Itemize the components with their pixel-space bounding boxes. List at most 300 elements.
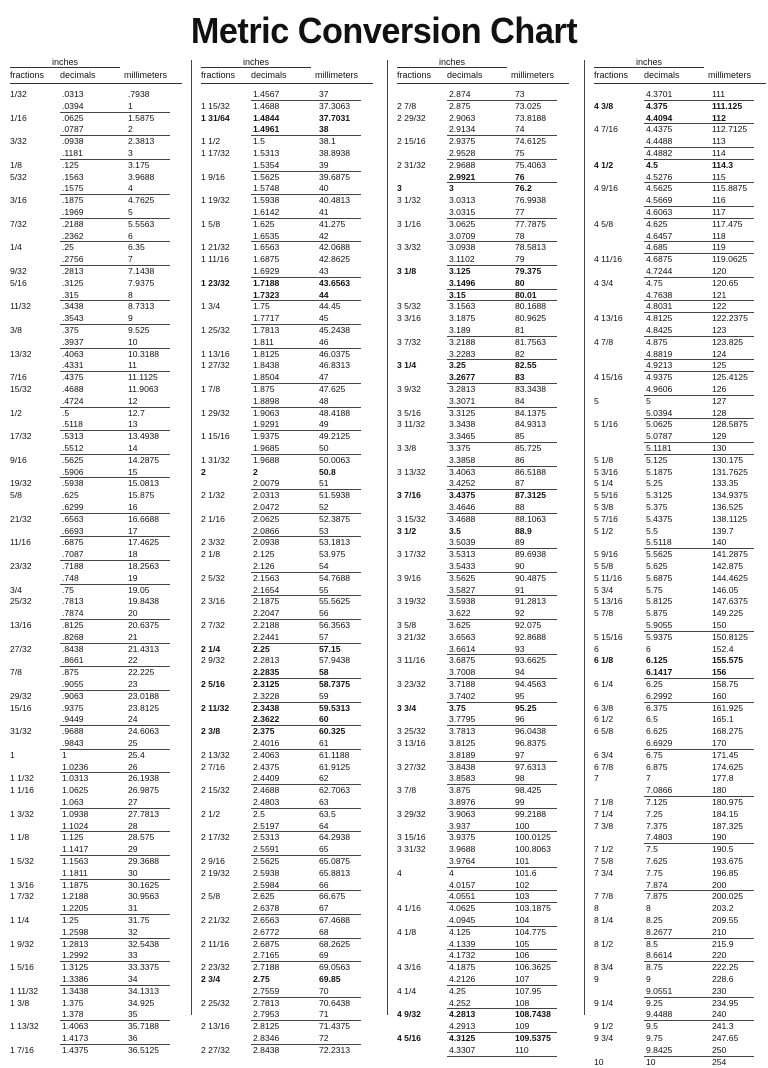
millimeter-cell: 94 (515, 667, 525, 678)
millimeter-cell: 19.05 (128, 584, 150, 595)
table-row (6, 773, 186, 785)
table-row (197, 254, 377, 266)
millimeter-cell: 69.85 (319, 974, 341, 984)
decimal-cell: .5906 (62, 466, 84, 477)
millimeter-cell: 26.9875 (128, 785, 160, 796)
fraction-cell: 1 3/4 (201, 301, 221, 312)
decimal-cell: .6299 (62, 502, 84, 512)
millimeter-cell: 9.525 (128, 325, 150, 335)
decimal-cell: 3.0709 (449, 230, 476, 241)
millimeter-cell: 156 (712, 667, 727, 678)
millimeter-cell: 38.1 (319, 136, 336, 147)
millimeter-cell: 23.8125 (128, 702, 160, 713)
millimeter-cell: 45 (319, 313, 329, 324)
table-row (6, 242, 186, 254)
millimeter-cell: 56.3563 (319, 620, 351, 630)
decimal-cell: .5 (62, 407, 70, 418)
fraction-cell: 2 5/8 (201, 891, 221, 902)
millimeter-cell: 67 (319, 903, 329, 914)
fraction-cell: 3 11/16 (397, 655, 426, 666)
decimal-cell: 4.6457 (646, 230, 673, 241)
fraction-cell: 9 (594, 974, 599, 984)
decimal-cell: 1.3438 (62, 985, 89, 996)
fraction-cell: 7 1/4 (594, 808, 614, 819)
fraction-cell: 2 17/32 (201, 832, 230, 843)
millimeter-cell: 114 (712, 148, 726, 158)
decimal-cell: 4.5 (646, 159, 658, 170)
millimeter-cell: 171.45 (712, 749, 739, 760)
decimal-cell: 2.8346 (253, 1033, 280, 1043)
decimal-cell: 3.8125 (449, 738, 476, 748)
millimeter-cell: 21.4313 (128, 643, 160, 654)
decimal-cell: 4.375 (646, 100, 668, 111)
millimeter-cell: 55 (319, 584, 329, 595)
fraction-cell: 5/8 (10, 490, 22, 501)
millimeter-cell: 120 (712, 266, 727, 276)
fraction-cell: 2 23/32 (201, 962, 230, 973)
fraction-cell: 5 13/16 (594, 596, 623, 607)
table-row (590, 396, 768, 408)
millimeter-cell: 82 (515, 348, 525, 359)
decimal-cell: 3.7813 (449, 726, 476, 737)
decimal-cell: 3.1563 (449, 301, 476, 312)
millimeter-cell: 112 (712, 112, 726, 123)
decimal-cell: 8.5 (646, 938, 658, 949)
decimal-cell: 4.7244 (646, 266, 673, 276)
decimal-cell: .2813 (62, 266, 84, 276)
table-row (590, 419, 768, 431)
decimal-cell: 5.5118 (646, 537, 672, 548)
table-row (393, 632, 573, 644)
fraction-cell: 1 17/32 (201, 148, 230, 158)
fraction-cell: 1 27/32 (201, 360, 230, 371)
table-row (393, 337, 573, 349)
fraction-cell: 5 1/16 (594, 419, 618, 430)
decimal-cell: 4.2913 (449, 1021, 476, 1032)
millimeter-cell: 100.0125 (515, 832, 551, 843)
page-title: Metric Conversion Chart (190, 10, 578, 51)
table-row (197, 325, 377, 337)
fraction-cell: 4 7/16 (594, 124, 618, 135)
table-row (6, 998, 186, 1010)
decimal-cell: 3.2813 (449, 384, 476, 394)
fraction-cell: 1 1/4 (10, 915, 30, 925)
millimeter-cell: 87.3125 (515, 490, 547, 501)
fraction-cell: 1 13/32 (10, 1021, 39, 1032)
decimal-cell: .9375 (62, 702, 84, 713)
table-row (6, 537, 186, 549)
fraction-cell: 1 9/16 (201, 171, 225, 182)
millimeter-cell: 82.55 (515, 360, 537, 371)
decimal-cell: 3.9688 (449, 844, 476, 855)
fraction-cell: 8 (594, 903, 599, 914)
millimeter-cell: 240 (712, 1009, 727, 1020)
millimeter-cell: 193.675 (712, 856, 744, 866)
fraction-cell: 2 3/8 (201, 726, 221, 737)
millimeter-cell: 66.675 (319, 891, 346, 902)
decimal-cell: 2.6563 (253, 915, 280, 925)
decimal-cell: 5.6875 (646, 572, 673, 583)
fraction-cell: 2 15/32 (201, 785, 230, 796)
fraction-cell: 1 19/32 (201, 195, 230, 206)
decimal-cell: 2.6772 (253, 926, 280, 937)
millimeter-cell: 110 (515, 1044, 529, 1055)
table-row (590, 467, 768, 479)
decimal-cell: 3.2283 (449, 348, 476, 359)
fraction-cell: 5 1/8 (594, 454, 614, 465)
decimal-cell: 1.4173 (62, 1033, 89, 1043)
fraction-cell: 1 31/32 (201, 454, 230, 465)
table-row (393, 903, 573, 915)
decimal-cell: 3.4688 (449, 513, 476, 524)
millimeter-cell: 117 (712, 207, 726, 217)
decimal-cell: 5.0625 (646, 419, 673, 430)
fraction-cell: 6 1/2 (594, 714, 614, 725)
millimeter-cell: 80.1688 (515, 301, 547, 312)
millimeter-cell: 73.025 (515, 100, 542, 111)
decimal-cell: 2.6378 (253, 903, 280, 914)
fraction-cell: 1 3/32 (10, 808, 34, 819)
decimal-cell: 3.622 (449, 608, 471, 619)
fraction-cell: 7 1/2 (594, 844, 614, 855)
millimeter-cell: 123 (712, 325, 727, 335)
decimal-cell: 5.9055 (646, 620, 673, 630)
decimal-cell: 5.125 (646, 454, 668, 465)
decimal-cell: 1.0625 (62, 785, 89, 796)
millimeter-cell: 24.6063 (128, 726, 160, 737)
millimeter-cell: 3.9688 (128, 171, 155, 182)
decimal-cell: 1.6535 (253, 230, 280, 241)
table-row (590, 939, 768, 951)
decimal-cell: .0313 (62, 89, 84, 99)
table-row (197, 868, 377, 880)
table-row (393, 986, 573, 998)
decimal-cell: 1.5 (253, 136, 265, 147)
fraction-cell: 6 3/4 (594, 749, 614, 760)
table-row (197, 703, 377, 715)
millimeter-cell: 215.9 (712, 938, 734, 949)
decimals-header: decimals (644, 70, 680, 80)
table-row (6, 809, 186, 821)
decimal-cell: 4.3701 (646, 89, 673, 99)
decimal-cell: .5313 (62, 431, 84, 442)
table-row (6, 160, 186, 172)
millimeter-cell: 138.1125 (712, 513, 748, 524)
fraction-cell: 15/16 (10, 702, 32, 713)
table-row (197, 148, 377, 160)
millimeter-cell: 117.475 (712, 218, 743, 229)
millimeter-cell: 20.6375 (128, 620, 160, 630)
fraction-cell: 2 11/32 (201, 702, 230, 713)
millimeter-cell: 34.925 (128, 997, 155, 1008)
millimeter-cell: 49 (319, 419, 329, 430)
fraction-cell: 4 1/4 (397, 985, 417, 996)
decimal-cell: .9843 (62, 738, 84, 748)
table-row (197, 750, 377, 762)
millimeter-cell: 3.175 (128, 159, 150, 170)
table-row (6, 408, 186, 420)
millimeter-cell: 109.5375 (515, 1033, 551, 1043)
millimeter-cell: 99.2188 (515, 808, 547, 819)
table-row (393, 514, 573, 526)
decimal-cell: 3.6563 (449, 631, 476, 642)
table-row (590, 915, 768, 927)
fraction-cell: 1/2 (10, 407, 22, 418)
decimal-cell: 7.4803 (646, 832, 673, 843)
fraction-cell: 1/4 (10, 242, 22, 253)
millimeter-cell: 30.9563 (128, 891, 160, 902)
table-row (197, 549, 377, 561)
millimeter-cell: 76.2 (515, 183, 532, 194)
fraction-cell: 2 31/32 (397, 159, 426, 170)
decimal-cell: 3.7795 (449, 714, 476, 725)
table-row (393, 419, 573, 431)
millimeter-cell: 196.85 (712, 867, 739, 878)
decimal-cell: 9.5 (646, 1021, 658, 1032)
decimals-header: decimals (60, 70, 96, 80)
millimeter-cell: 114.3 (712, 159, 734, 170)
fraction-cell: 2 3/32 (201, 537, 225, 548)
inches-header: inches (242, 57, 269, 67)
decimal-cell: 4.875 (646, 336, 668, 347)
fraction-cell: 19/32 (10, 478, 32, 489)
table-row (393, 1009, 573, 1021)
millimeter-cell: 81.7563 (515, 336, 547, 347)
table-row (6, 703, 186, 715)
millimeter-cell: 165.1 (712, 714, 734, 725)
fraction-cell: 1 9/32 (10, 938, 34, 949)
fraction-cell: 2 3/4 (201, 974, 221, 984)
millimeter-cell: 80.9625 (515, 313, 547, 324)
table-row (6, 962, 186, 974)
table-row (6, 301, 186, 313)
millimeter-cell: 47.625 (319, 384, 346, 394)
millimeter-cell: 107 (515, 974, 530, 984)
millimeter-cell: 58.7375 (319, 679, 351, 689)
millimeter-cell: .7938 (128, 89, 150, 99)
millimeter-cell: 46.8313 (319, 360, 351, 371)
millimeter-cell: 43 (319, 266, 329, 276)
decimal-cell: .9449 (62, 714, 84, 725)
table-row (197, 278, 377, 290)
table-row (197, 242, 377, 254)
decimal-cell: 3.5625 (449, 572, 476, 583)
decimal-cell: 4.6875 (646, 254, 673, 265)
fraction-cell: 1 3/16 (10, 879, 34, 890)
table-row (197, 467, 377, 479)
table-row (590, 219, 768, 231)
decimal-cell: 2.2188 (253, 620, 280, 630)
decimal-cell: .0394 (62, 100, 84, 111)
millimeter-cell: 15 (128, 466, 138, 477)
decimal-cell: 2.4375 (253, 761, 280, 772)
decimal-cell: 1.4567 (253, 89, 280, 99)
table-row (393, 785, 573, 797)
decimal-cell: 5.25 (646, 478, 663, 489)
decimal-cell: 3.1496 (449, 277, 476, 288)
decimal-cell: 1.2598 (62, 926, 89, 937)
millimeter-cell: 150.8125 (712, 631, 748, 642)
decimal-cell: 3.3125 (449, 407, 476, 418)
fraction-cell: 5 1/2 (594, 525, 614, 536)
millimeter-cell: 97.6313 (515, 761, 547, 772)
table-row (197, 620, 377, 632)
decimal-cell: 4.7638 (646, 289, 673, 300)
fraction-cell: 2 1/32 (201, 490, 225, 501)
millimeter-cell: 103.1875 (515, 903, 551, 914)
millimeter-cell: 61.1188 (319, 749, 350, 760)
millimeter-cell: 66 (319, 879, 329, 890)
millimeter-cell: 2 (128, 124, 133, 135)
table-row (393, 927, 573, 939)
decimal-cell: 2.0938 (253, 537, 280, 548)
millimeter-cell: 37 (319, 89, 329, 99)
decimal-cell: 1.2813 (62, 938, 89, 949)
decimal-cell: 4.25 (449, 985, 466, 996)
decimal-cell: 2.3622 (253, 714, 280, 725)
fraction-cell: 1/8 (10, 159, 22, 170)
millimeter-cell: 49.2125 (319, 431, 351, 442)
millimeter-cell: 22.225 (128, 667, 155, 678)
column-divider (584, 60, 585, 1015)
fraction-cell: 4 1/2 (594, 159, 614, 170)
fraction-cell: 4 1/8 (397, 926, 417, 937)
decimal-cell: .2188 (62, 218, 84, 229)
millimeter-cell: 152.4 (712, 643, 734, 654)
millimeter-cell: 127 (712, 395, 727, 406)
table-row (197, 596, 377, 608)
table-row (197, 679, 377, 691)
millimeter-cell: 54.7688 (319, 572, 351, 583)
millimeter-cell: 101.6 (515, 867, 537, 878)
table-row (6, 219, 186, 231)
millimeter-cell: 3 (128, 148, 133, 158)
millimeter-cell: 85 (515, 431, 525, 442)
fraction-cell: 2 15/16 (397, 136, 426, 147)
millimeter-cell: 33.3375 (128, 962, 160, 973)
decimal-cell: 4.8125 (646, 313, 673, 324)
decimal-cell: .375 (62, 325, 79, 335)
fraction-cell: 3 7/32 (397, 336, 421, 347)
millimeter-cell: 19 (128, 572, 138, 583)
millimeter-cell: 155.575 (712, 655, 744, 666)
millimeter-cell: 77 (515, 207, 525, 217)
millimeter-cell: 150 (712, 620, 727, 630)
millimeter-cell: 104 (515, 915, 530, 925)
fraction-cell: 3 5/32 (397, 301, 421, 312)
decimal-cell: 3.875 (449, 785, 471, 796)
millimeter-cell: 106.3625 (515, 962, 551, 973)
fraction-cell: 3 3/4 (397, 702, 417, 713)
fraction-cell: 7/16 (10, 372, 27, 383)
millimeter-cell: 234.95 (712, 997, 739, 1008)
table-row (590, 313, 768, 325)
fraction-cell: 13/32 (10, 348, 32, 359)
millimeter-cell: 59.5313 (319, 702, 351, 713)
table-row (393, 549, 573, 561)
millimeter-cell: 45.2438 (319, 325, 351, 335)
millimeter-cell: 53 (319, 525, 329, 536)
millimeter-cell: 6 (128, 230, 133, 241)
decimal-cell: 1.811 (253, 336, 274, 347)
decimal-cell: 3.189 (449, 325, 471, 335)
fraction-cell: 4 5/8 (594, 218, 614, 229)
millimeter-cell: 56 (319, 608, 329, 619)
fraction-cell: 1 11/16 (201, 254, 230, 265)
decimal-cell: 9.4488 (646, 1009, 673, 1020)
decimal-cell: 2.125 (253, 549, 275, 560)
millimeter-cell: 50.8 (319, 466, 336, 477)
millimeter-cell: 70.6438 (319, 997, 351, 1008)
decimal-cell: 6.25 (646, 679, 663, 689)
table-row (393, 113, 573, 125)
table-row (590, 514, 768, 526)
decimal-cell: 2.7953 (253, 1009, 280, 1020)
decimal-cell: .2362 (62, 230, 84, 241)
millimeter-cell: 203.2 (712, 903, 734, 914)
fraction-cell: 21/32 (10, 513, 32, 524)
decimal-cell: 6.375 (646, 702, 668, 713)
decimal-cell: 4.6063 (646, 207, 673, 217)
millimeter-cell: 68 (319, 926, 329, 937)
millimeter-cell: 87 (515, 478, 525, 489)
decimal-cell: 5.375 (646, 502, 668, 512)
decimal-cell: 2.625 (253, 891, 275, 902)
decimal-cell: 2.0079 (253, 478, 280, 489)
decimal-cell: 7.25 (646, 808, 663, 819)
table-row (590, 254, 768, 266)
millimeter-cell: 130 (712, 443, 727, 453)
millimeter-cell: 18 (128, 549, 138, 560)
decimal-cell: .4063 (62, 348, 84, 359)
decimal-cell: 3.0625 (449, 218, 476, 229)
decimal-cell: .75 (62, 584, 74, 595)
fractions-header: fractions (594, 70, 629, 80)
fraction-cell: 4 9/32 (397, 1009, 421, 1020)
table-row (6, 939, 186, 951)
table-row (6, 585, 186, 597)
table-row (590, 844, 768, 856)
millimeter-cell: 25 (128, 738, 138, 748)
decimal-cell: 2.7813 (253, 997, 280, 1008)
millimeter-cell: 129 (712, 431, 727, 442)
millimeter-cell: 42 (319, 230, 329, 241)
fraction-cell: 1 25/32 (201, 325, 230, 335)
table-row (6, 726, 186, 738)
millimeter-cell: 71 (319, 1009, 329, 1020)
decimal-cell: 1.0236 (62, 761, 89, 772)
decimal-cell: 1.378 (62, 1009, 84, 1020)
millimeter-cell: 134.9375 (712, 490, 748, 501)
fraction-cell: 2 27/32 (201, 1044, 230, 1055)
decimal-cell: 7.874 (646, 879, 668, 890)
decimal-cell: 2.9375 (449, 136, 476, 147)
decimal-cell: 5.75 (646, 584, 663, 595)
millimeter-cell: 92.8688 (515, 631, 547, 642)
millimeter-cell: 83.3438 (515, 384, 547, 394)
millimeter-cell: 94.4563 (515, 679, 547, 689)
table-row (197, 655, 377, 667)
millimeter-cell: 53.1813 (319, 537, 351, 548)
millimeter-cell: 170 (712, 738, 727, 748)
decimal-cell: 5.1181 (646, 443, 672, 453)
millimeter-cell: 55.5625 (319, 596, 351, 607)
table-row (393, 101, 573, 113)
table-row (393, 573, 573, 585)
fraction-cell: 9/32 (10, 266, 27, 276)
millimeter-cell: 51.5938 (319, 490, 351, 501)
decimal-cell: 1.5313 (253, 148, 280, 158)
